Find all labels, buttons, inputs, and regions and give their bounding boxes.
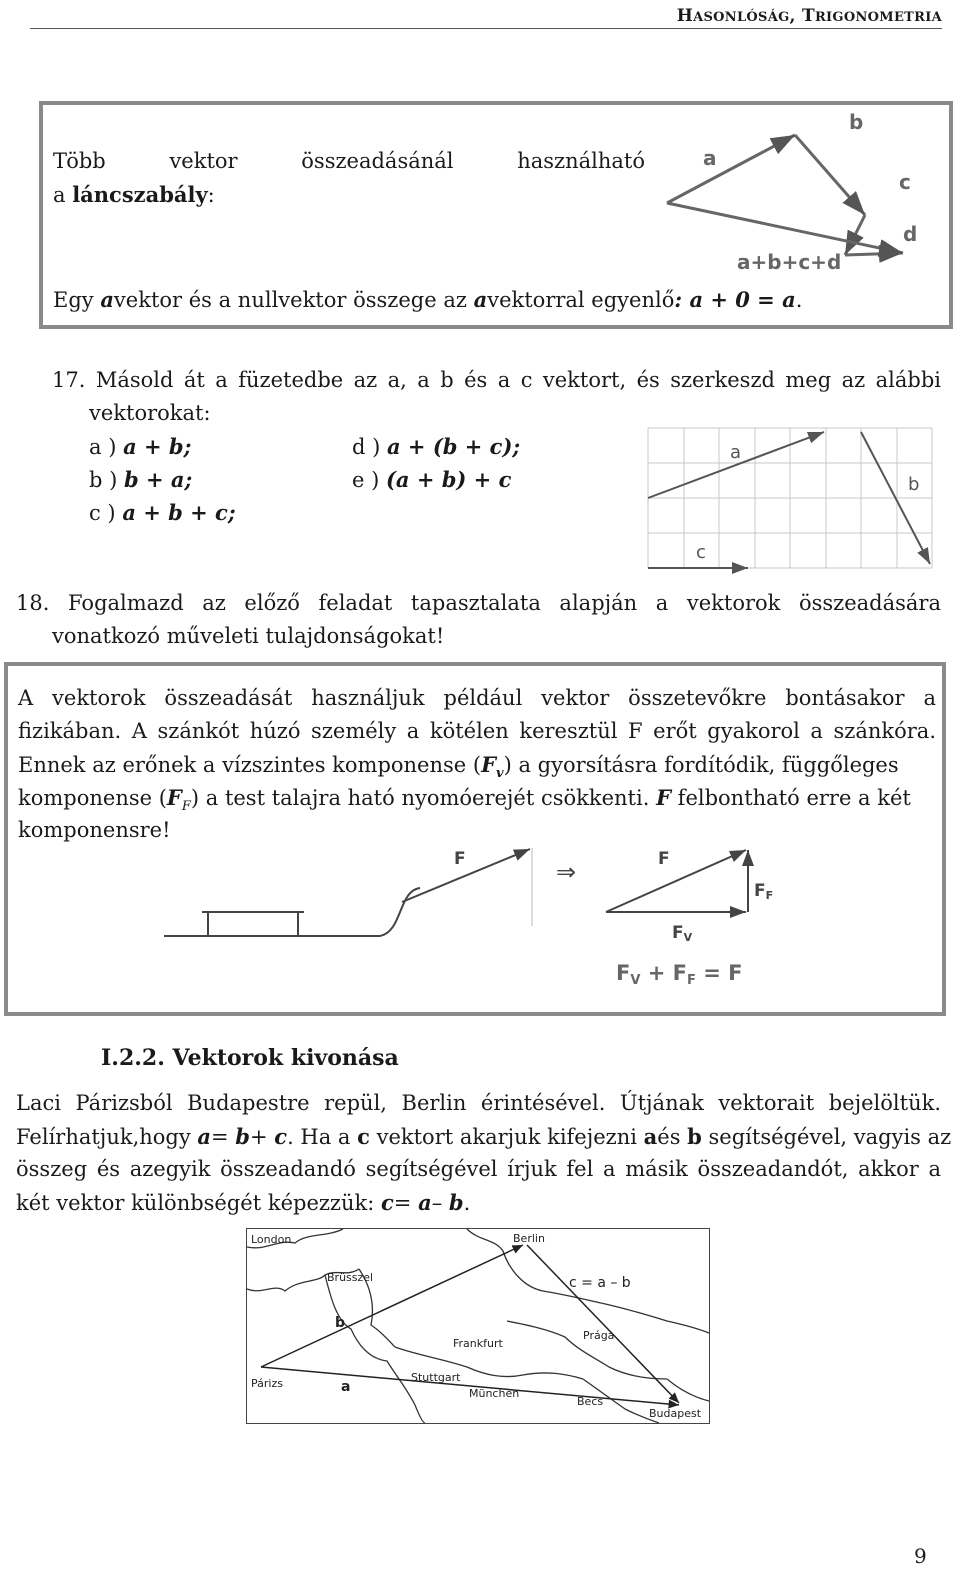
- text: ) a test talajra ható nyomóerejét csökkenti.: [190, 786, 657, 810]
- text: vektort akarjuk kifejezni: [369, 1125, 644, 1149]
- city-frankfurt: Frankfurt: [453, 1337, 503, 1350]
- force-equation: FV + FF = F: [616, 961, 743, 988]
- task-17-item-e: [352, 463, 511, 497]
- vector-a: a: [197, 1124, 212, 1149]
- map-label-a: a: [341, 1379, 351, 1395]
- city-vienna: Becs: [577, 1395, 604, 1408]
- word: vektor: [169, 149, 238, 173]
- item-expr: a + b + c;: [122, 500, 236, 525]
- label-F: F: [454, 849, 466, 869]
- vector-c: c: [274, 1124, 288, 1149]
- box-line-5: komponensre!: [18, 818, 171, 842]
- task-17-line-2: vektorokat:: [89, 401, 211, 425]
- label-F: F: [658, 849, 670, 869]
- label-FF: FF: [754, 881, 774, 902]
- f-resultant-arrow: [606, 850, 746, 912]
- text: .: [463, 1191, 471, 1215]
- text: :: [207, 183, 215, 207]
- text: Fogalmazd az előző feladat tapasztalata alapján a vektorok összeadására: [68, 591, 941, 615]
- task-17-item-c: [89, 496, 236, 530]
- grid-label-c: c: [696, 542, 706, 563]
- sled-curve: [380, 888, 420, 936]
- vector-b-line: [795, 135, 865, 215]
- city-prague: Prága: [583, 1329, 615, 1342]
- city-brussels: Brüsszel: [327, 1271, 374, 1284]
- text: Egy: [53, 288, 101, 312]
- item-label: a ): [89, 435, 117, 459]
- fv-subscript: v: [496, 766, 504, 782]
- task-17-item-a: [89, 430, 191, 464]
- task-18-line-1: [16, 587, 941, 620]
- item-label: b ): [89, 468, 118, 492]
- vector-sum-line: [667, 203, 903, 253]
- box-line-2: fizikában. A szánkót húzó személy a kötélen keresztül F erőt gyakorol a szánkóra.: [18, 719, 936, 743]
- page-number: 9: [914, 1544, 927, 1568]
- map-label-b: b: [335, 1315, 346, 1331]
- vector-a: a: [643, 1124, 658, 1149]
- label-c: c: [899, 170, 911, 194]
- task-17-item-b: [89, 463, 192, 497]
- running-header: [30, 6, 942, 29]
- implies-icon: ⇒: [556, 858, 577, 886]
- chain-rule-box: [39, 101, 953, 329]
- word: használható: [517, 149, 645, 173]
- task-number: 17.: [52, 368, 86, 392]
- word: Több: [53, 149, 106, 173]
- label-sum: a+b+c+d: [737, 250, 842, 274]
- vector-grid-figure: [648, 428, 934, 572]
- ff-subscript: F: [181, 799, 191, 815]
- text: ) a gyorsításra fordítódik, függőleges: [503, 753, 899, 777]
- label-d: d: [903, 222, 918, 246]
- vector-d-line: [845, 253, 903, 255]
- grid-label-a: a: [730, 442, 742, 463]
- sled-force-figure: [158, 846, 774, 1006]
- city-munich: München: [469, 1387, 520, 1400]
- text: vektor és a nullvektor összege az: [113, 288, 474, 312]
- task-18-line-2: vonatkozó műveleti tulajdonságokat!: [52, 624, 445, 648]
- text: :: [674, 287, 690, 312]
- section-line-1: Laci Párizsból Budapestre repül, Berlin érintésével. Útjának vektorait bejelöltük.: [16, 1091, 941, 1115]
- chain-rule-term: láncszabály: [72, 182, 208, 207]
- vector-a: a: [473, 287, 488, 312]
- city-london: London: [251, 1233, 292, 1246]
- label-FV: FV: [672, 923, 693, 944]
- vector-a: a: [418, 1190, 432, 1215]
- item-expr: a + b;: [123, 434, 192, 459]
- task-17-line-1: [52, 364, 941, 397]
- text: .: [795, 288, 803, 312]
- item-label: c ): [89, 501, 116, 525]
- text: Másold át a füzetedbe az a, a b és a c vektort, és szerkeszd meg az alábbi: [95, 368, 941, 392]
- task-17-item-d: [352, 430, 520, 464]
- text: két vektor különbségét képezzük:: [16, 1191, 381, 1215]
- text: komponense (: [18, 786, 167, 810]
- fv-symbol: F: [481, 752, 497, 777]
- text: Ennek az erőnek a vízszintes komponense (: [18, 753, 482, 777]
- text: segítségével, vagyis az: [701, 1125, 952, 1149]
- box-line-1: A vektorok összeadását használjuk például vektor összetevőkre bontásakor a: [18, 686, 936, 710]
- text: +: [249, 1125, 275, 1149]
- item-expr: (a + b) + c: [385, 467, 512, 492]
- header-text: ,: [789, 6, 802, 26]
- header-text: H: [676, 6, 694, 26]
- ff-symbol: F: [166, 785, 182, 810]
- item-label: d ): [352, 435, 381, 459]
- label-a: a: [703, 146, 717, 170]
- text: vektorral egyenlő: [487, 288, 675, 312]
- section-line-3: összeg és azegyik összeadandó segítségével írjuk fel a másik összeadandót, akkor a: [16, 1157, 941, 1181]
- section-line-2: [16, 1120, 952, 1154]
- force-decomposition-box: [4, 662, 946, 1016]
- grid-label-b: b: [908, 474, 920, 495]
- europe-route-map: [246, 1228, 710, 1424]
- text: a: [53, 183, 73, 207]
- city-berlin: Berlin: [513, 1232, 545, 1245]
- section-line-4: [16, 1186, 470, 1220]
- formula: a + 0 = a: [689, 287, 796, 312]
- vector-c: c: [357, 1124, 370, 1149]
- item-expr: b + a;: [124, 467, 193, 492]
- force-f-arrow: [402, 849, 530, 902]
- text: felbontható erre a két: [671, 786, 911, 810]
- vector-b: b: [235, 1124, 250, 1149]
- city-paris: Párizs: [251, 1377, 283, 1390]
- rule-line-1: [53, 145, 645, 178]
- text: =: [211, 1125, 236, 1149]
- task-17: [52, 364, 941, 397]
- text: . Ha a: [287, 1125, 358, 1149]
- header-text: T: [801, 6, 815, 26]
- map-label-c: c = a – b: [569, 1275, 631, 1291]
- item-expr: a + (b + c);: [387, 434, 521, 459]
- item-label: e ): [352, 468, 380, 492]
- vector-a-line: [667, 135, 795, 203]
- text: és: [657, 1125, 688, 1149]
- task-number: 18.: [16, 591, 50, 615]
- city-stuttgart: Stuttgart: [411, 1371, 461, 1384]
- vector-b: b: [687, 1124, 702, 1149]
- text: Felírhatjuk,hogy: [16, 1125, 198, 1149]
- header-text: ASONLÓSÁG: [693, 10, 790, 25]
- city-budapest: Budapest: [649, 1407, 702, 1420]
- word: összeadásánál: [301, 149, 454, 173]
- vector-c: c: [381, 1190, 394, 1215]
- vector-a: a: [100, 287, 114, 312]
- f-symbol: F: [656, 785, 671, 810]
- vector-c-line: [845, 215, 865, 255]
- vector-b: b: [448, 1190, 464, 1215]
- label-b: b: [849, 110, 864, 134]
- rule-line-2: [53, 178, 215, 212]
- text: =: [393, 1191, 419, 1215]
- section-title: I.2.2. Vektorok kivonása: [101, 1045, 399, 1071]
- text: –: [431, 1191, 449, 1215]
- header-text: RIGONOMETRIA: [814, 10, 942, 25]
- chain-rule-diagram: [655, 105, 951, 327]
